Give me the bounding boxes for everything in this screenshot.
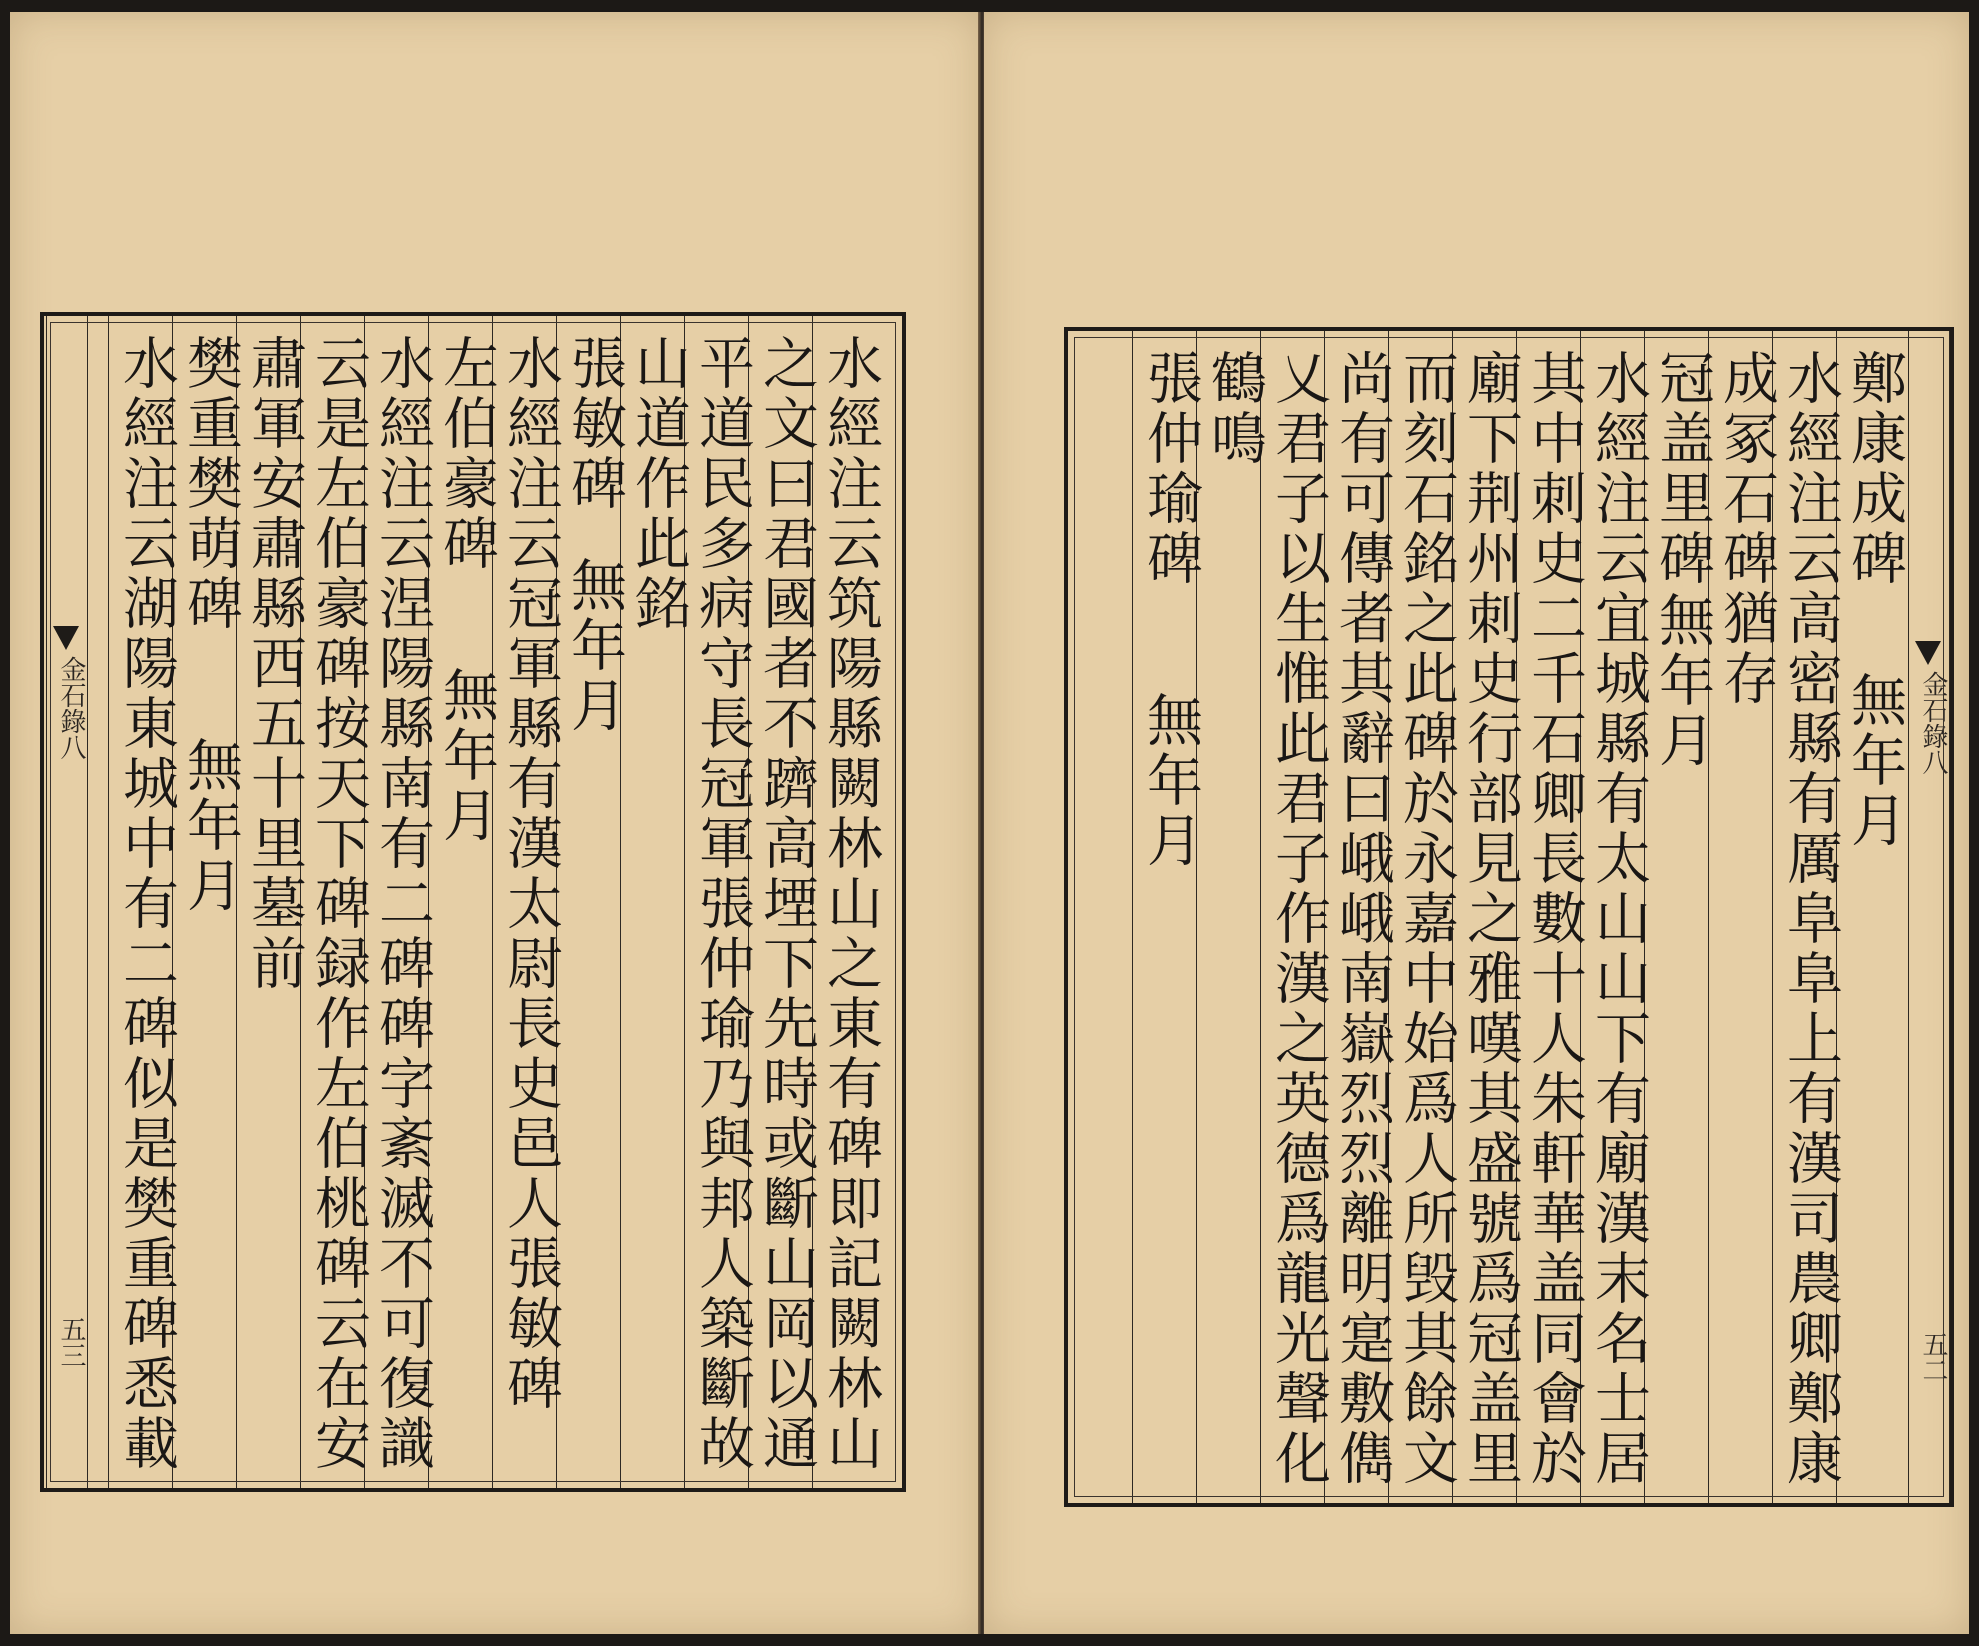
text-column: 成冢石碑猶存: [1714, 349, 1779, 709]
column-rule: [1260, 331, 1261, 1503]
entry-title: 張敏碑: [562, 334, 627, 514]
left-text-frame: [40, 312, 906, 1492]
entry-title: 張仲瑜碑: [1138, 349, 1203, 589]
text-column: 云是左伯豪碑按天下碑録作左伯桃碑云在安: [306, 334, 371, 1474]
fold-page-number: 五二: [1918, 1331, 1948, 1383]
column-rule: [108, 316, 109, 1488]
entry-title: 冠盖里碑: [1650, 349, 1715, 589]
text-column: 肅軍安肅縣西五十里墓前: [242, 334, 307, 994]
text-column: 水經注云宜城縣有太山山下有廟漢末名士居: [1586, 349, 1651, 1489]
text-column: 山道作此銘: [626, 334, 691, 634]
entry-title: 左伯豪碑: [434, 334, 499, 574]
entry-date: 無年月: [1650, 591, 1715, 771]
text-column: 乂君子以生惟此君子作漢之英德爲龍光聲化: [1266, 349, 1331, 1489]
center-fold: [1908, 331, 1950, 1503]
fold-title: 金石錄八: [1918, 671, 1948, 775]
column-rule: [1132, 331, 1133, 1503]
entry-date: 無年月: [434, 666, 499, 846]
text-column: 之文曰君國者不躋高堙下先時或斷山岡以通: [754, 334, 819, 1474]
right-page: [984, 12, 1969, 1634]
center-fold: [46, 316, 88, 1488]
fish-tail-mark: [1915, 641, 1941, 665]
entry-date: 無年月: [1842, 671, 1907, 851]
entry-date: 無年月: [178, 736, 243, 916]
text-column: 水經注云冠軍縣有漢太尉長史邑人張敏碑: [498, 334, 563, 1414]
text-column: 平道民多病守長冠軍張仲瑜乃與邦人築斷故: [690, 334, 755, 1474]
text-column: 水經注云高密縣有厲阜阜上有漢司農卿鄭康: [1778, 349, 1843, 1489]
entry-title: 鄭康成碑: [1842, 349, 1907, 589]
fish-tail-mark: [53, 626, 79, 650]
text-column: 鶴鳴: [1202, 349, 1267, 469]
entry-date: 無年月: [562, 556, 627, 736]
entry-title: 樊重樊萌碑: [178, 334, 243, 634]
fold-title: 金石錄八: [56, 656, 86, 760]
right-text-frame: [1064, 327, 1954, 1507]
text-column: 其中刺史二千石卿長數十人朱軒華盖同會於: [1522, 349, 1587, 1489]
left-page: [10, 12, 980, 1634]
text-column: 而刻石銘之此碑於永嘉中始爲人所毁其餘文: [1394, 349, 1459, 1489]
entry-date: 無年月: [1138, 691, 1203, 871]
text-column: 水經注云涅陽縣南有二碑碑字紊滅不可復識: [370, 334, 435, 1474]
fold-page-number: 五三: [56, 1316, 86, 1368]
text-column: 水經注云湖陽東城中有二碑似是樊重碑悉載: [114, 334, 179, 1474]
text-column: 廟下荆州刺史行部見之雅嘆其盛號爲冠盖里: [1458, 349, 1523, 1489]
text-column: 水經注云筑陽縣闕林山之東有碑即記闕林山: [818, 334, 883, 1474]
text-column: 尚有可傳者其辭曰峨峨南嶽烈烈離明寔敷儁: [1330, 349, 1395, 1489]
